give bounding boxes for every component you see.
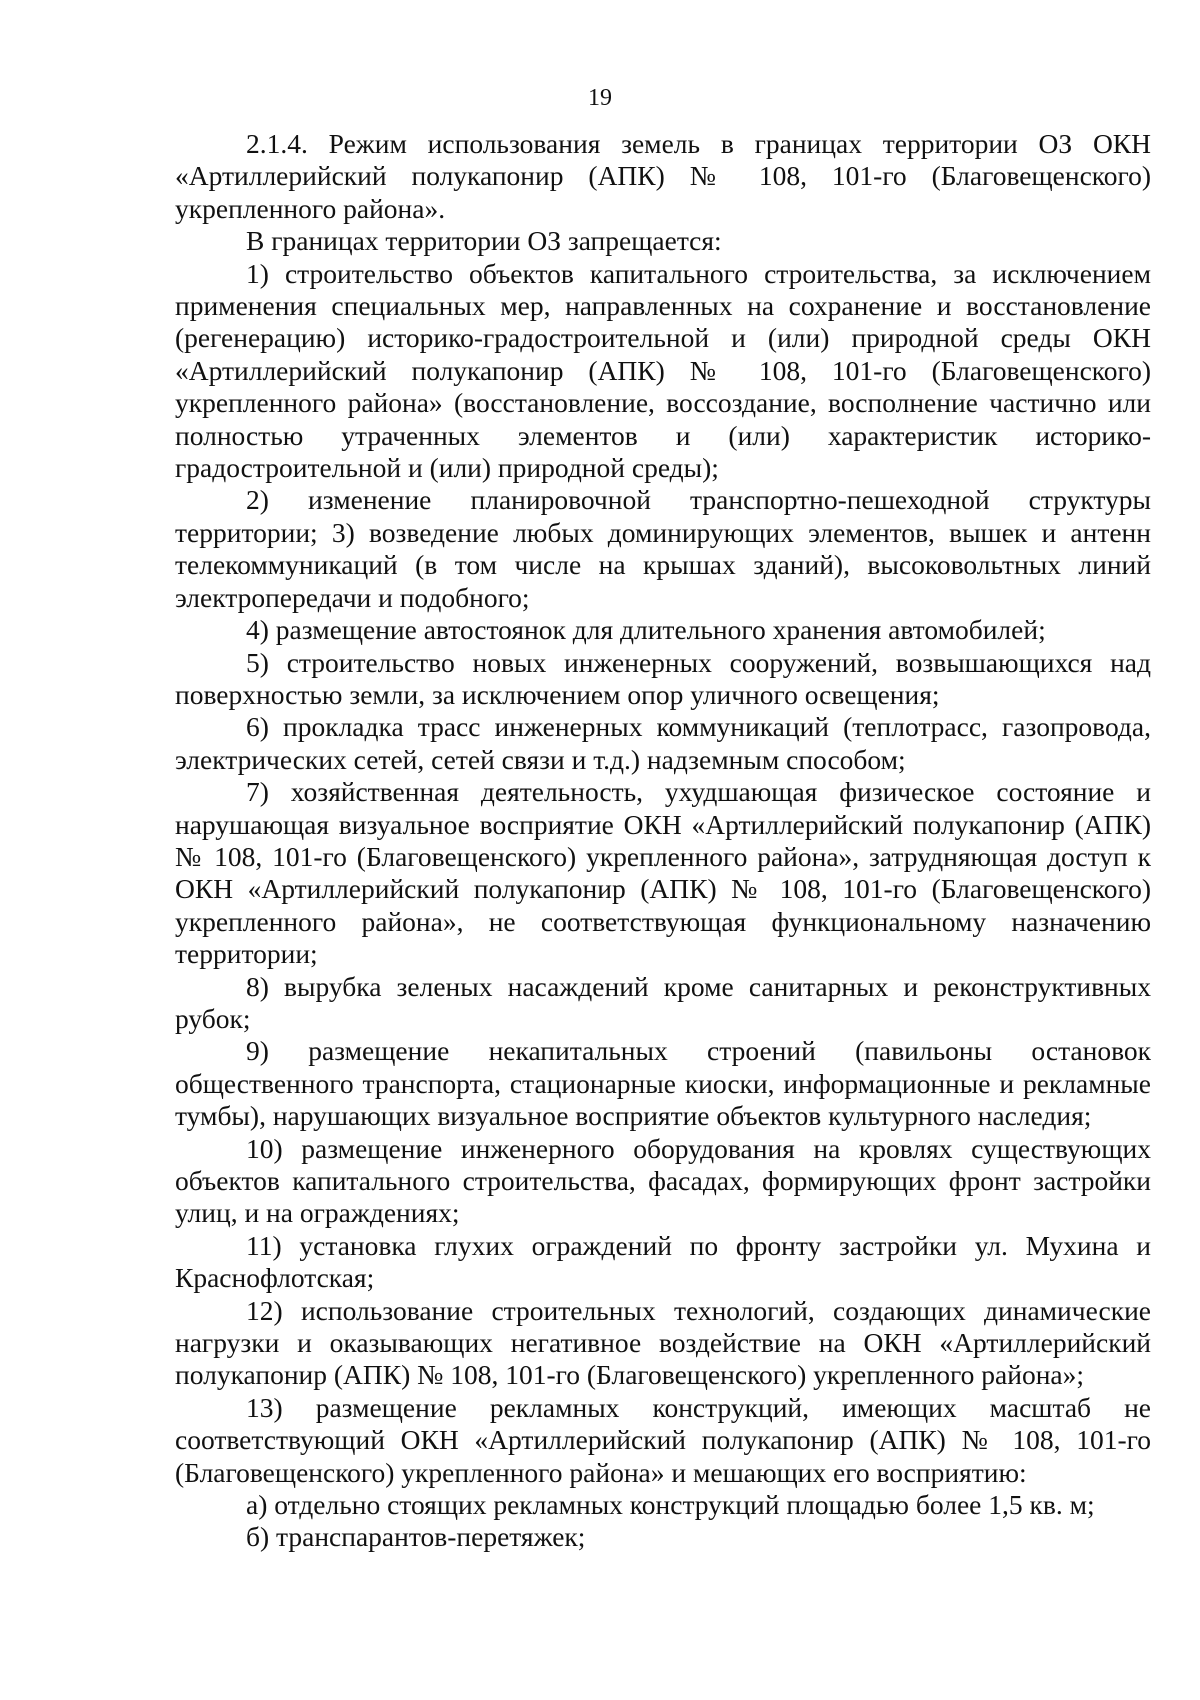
list-item-5: 5) строительство новых инженерных сооружений, возвышающихся над поверхностью земли, за исключением опор уличного освещения; [175,646,1151,710]
list-item-1: 1) строительство объектов капитального строительства, за исключением применения специальных мер, направленных на сохранение и восстановление (регенерацию) историко-градостроительной и (или) природной среды ОКН «Артиллерийский полукапонир (АПК) № 108, 101-го (Благовещенского) укрепленного района» (восстановление, воссоздание, восполнение частично или полностью утраченных элементов и (или) характеристик историко-градостроительной и (или) природной среды); [175,257,1151,484]
list-item-2-3: 2) изменение планировочной транспортно-пешеходной структуры территории; 3) возведение любых доминирующих элементов, вышек и антенн телекоммуникаций (в том числе на крышах зданий), высоковольтных линий электропередачи и подобного; [175,484,1151,613]
list-item-12: 12) использование строительных технологий, создающих динамические нагрузки и оказывающих негативное воздействие на ОКН «Артиллерийский полукапонир (АПК) № 108, 101-го (Благовещенского) укрепленного района»; [175,1294,1151,1391]
list-item-8: 8) вырубка зеленых насаждений кроме санитарных и реконструктивных рубок; [175,970,1151,1034]
sub-item-b: б) транспарантов-перетяжек; [246,1521,586,1553]
sub-item-a: а) отдельно стоящих рекламных конструкций площадью более 1,5 кв. м; [246,1489,1095,1521]
list-item-10: 10) размещение инженерного оборудования на кровлях существующих объектов капитального строительства, фасадах, формирующих фронт застройки улиц, и на ограждениях; [175,1132,1151,1229]
section-heading-2-1-4: 2.1.4. Режим использования земель в границах территории ОЗ ОКН «Артиллерийский полукапонир (АПК) № 108, 101-го (Благовещенского) укрепленного района». [175,128,1151,224]
prohibition-intro: В границах территории ОЗ запрещается: [246,225,722,257]
list-item-4: 4) размещение автостоянок для длительного хранения автомобилей; [246,614,1046,646]
list-item-11: 11) установка глухих ограждений по фронту застройки ул. Мухина и Краснофлотская; [175,1229,1151,1294]
document-body [175,128,1151,1554]
page-number: 19 [588,85,612,111]
list-item-13: 13) размещение рекламных конструкций, имеющих масштаб не соответствующий ОКН «Артиллерийский полукапонир (АПК) № 108, 101-го (Благовещенского) укрепленного района» и мешающих его восприятию: [175,1391,1151,1488]
list-item-9: 9) размещение некапитальных строений (павильоны остановок общественного транспорта, стационарные киоски, информационные и рекламные тумбы), нарушающих визуальное восприятие объектов культурного наследия; [175,1035,1151,1132]
list-item-7: 7) хозяйственная деятельность, ухудшающая физическое состояние и нарушающая визуальное восприятие ОКН «Артиллерийский полукапонир (АПК) № 108, 101-го (Благовещенского) укрепленного района», затрудняющая доступ к ОКН «Артиллерийский полукапонир (АПК) № 108, 101-го (Благовещенского) укрепленного района», не соответствующая функциональному назначению территории; [175,776,1151,970]
list-item-6: 6) прокладка трасс инженерных коммуникаций (теплотрасс, газопровода, электрических сетей, сетей связи и т.д.) надземным способом; [175,711,1151,775]
